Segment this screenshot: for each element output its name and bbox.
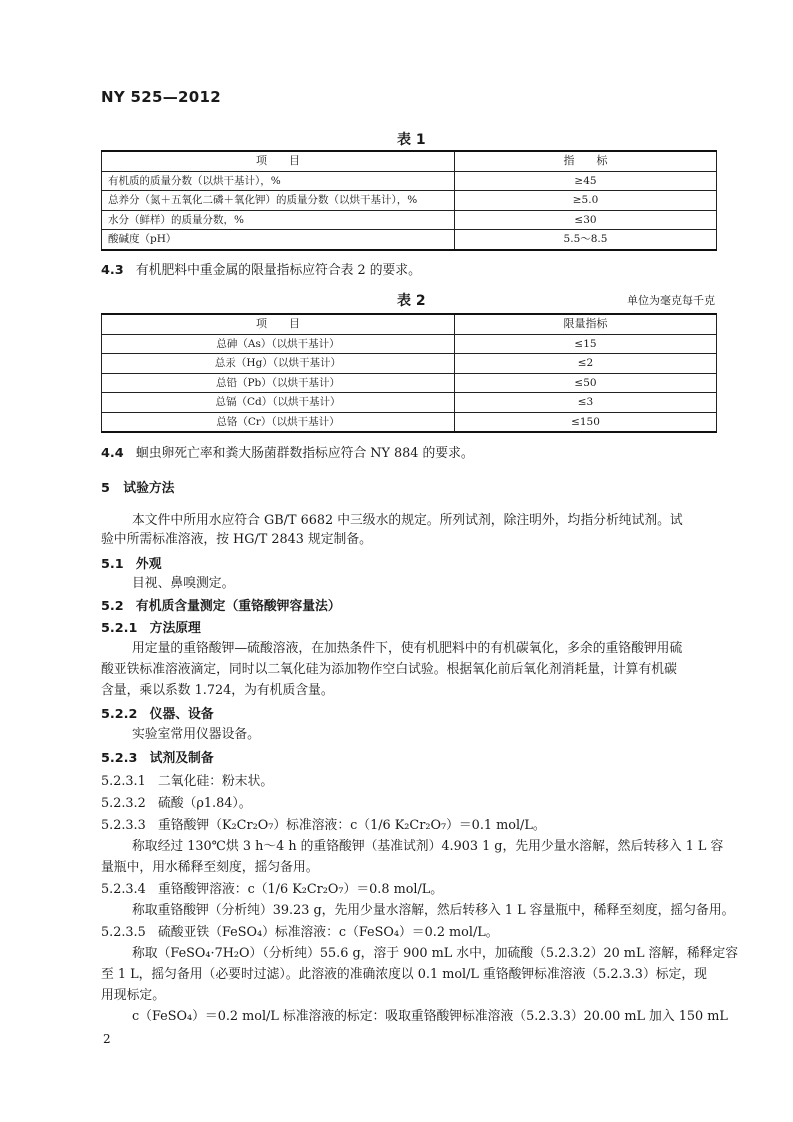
table2-value: ≤3 bbox=[455, 393, 717, 413]
table2-col-item: 项 目 bbox=[102, 314, 455, 334]
section-5-2-1-heading bbox=[101, 620, 721, 638]
section-5-2-3-4 bbox=[101, 881, 721, 899]
section-number: 5.2.3.3 bbox=[101, 818, 146, 833]
table-row bbox=[102, 412, 717, 432]
section-text: 硫酸亚铁（FeSO₄）标准溶液：c（FeSO₄）＝0.2 mol/L。 bbox=[158, 925, 499, 940]
section-4-3 bbox=[101, 262, 721, 280]
section-5-2-2-heading bbox=[101, 706, 721, 724]
section-title: 试剂及制备 bbox=[149, 751, 214, 766]
table1 bbox=[101, 150, 717, 251]
section-number: 5.2.3 bbox=[101, 751, 138, 766]
table2-item: 总铬（Cr）（以烘干基计） bbox=[102, 412, 455, 432]
table1-value: ≤30 bbox=[455, 210, 717, 230]
table1-item: 有机质的质量分数（以烘干基计），% bbox=[102, 171, 455, 191]
paragraph-line: 实验室常用仪器设备。 bbox=[132, 727, 260, 742]
section-5-2-3-heading bbox=[101, 750, 721, 768]
section-number: 5.2.3.2 bbox=[101, 796, 146, 811]
paragraph-line: 验中所需标准溶液，按 HG/T 2843 规定制备。 bbox=[101, 532, 372, 547]
paragraph-line: 含量，乘以系数 1.724，为有机质含量。 bbox=[101, 683, 334, 698]
section-number: 5.2 bbox=[101, 599, 124, 614]
paragraph-line: 用定量的重铬酸钾—硫酸溶液，在加热条件下，使有机肥料中的有机碳氧化，多余的重铬酸钾用硫 bbox=[132, 641, 683, 656]
section-number: 5.2.3.4 bbox=[101, 882, 146, 897]
table1-item: 总养分（氮＋五氧化二磷＋氧化钾）的质量分数（以烘干基计），% bbox=[102, 191, 455, 211]
section-number: 5.2.1 bbox=[101, 621, 138, 636]
page-number: 2 bbox=[103, 1032, 111, 1046]
section-number: 5.2.3.5 bbox=[101, 925, 146, 940]
section-5-2-3-3 bbox=[101, 817, 721, 835]
section-number: 5.1 bbox=[101, 557, 124, 572]
section-5-2-3-1 bbox=[101, 773, 721, 791]
paragraph-line: 本文件中所用水应符合 GB/T 6682 中三级水的规定。所列试剂，除注明外，均指分析纯试剂。试 bbox=[132, 513, 683, 528]
table-row bbox=[102, 354, 717, 374]
section-5-2-3-5 bbox=[101, 924, 721, 942]
paragraph-line: c（FeSO₄）＝0.2 mol/L 标准溶液的标定：吸取重铬酸钾标准溶液（5.2.3.3）20.00 mL 加入 150 mL bbox=[132, 1009, 728, 1024]
section-5-heading bbox=[101, 480, 721, 498]
section-text: 重铬酸钾溶液：c（1/6 K₂Cr₂O₇）＝0.8 mol/L。 bbox=[158, 882, 444, 897]
section-number: 4.3 bbox=[101, 263, 124, 278]
section-number: 5.2.2 bbox=[101, 707, 138, 722]
table2-unit: 单位为毫克每千克 bbox=[627, 294, 715, 307]
table2-item: 总砷（As）（以烘干基计） bbox=[102, 334, 455, 354]
table2 bbox=[101, 313, 717, 433]
table-row bbox=[102, 210, 717, 230]
table-row bbox=[102, 230, 717, 250]
table2-value: ≤15 bbox=[455, 334, 717, 354]
table1-value: ≥5.0 bbox=[455, 191, 717, 211]
section-text: 有机肥料中重金属的限量指标应符合表 2 的要求。 bbox=[135, 263, 421, 278]
table2-value: ≤50 bbox=[455, 373, 717, 393]
table-row bbox=[102, 373, 717, 393]
table1-caption: 表 1 bbox=[397, 132, 426, 148]
table1-col-value: 指 标 bbox=[455, 151, 717, 171]
section-text: 重铬酸钾（K₂Cr₂O₇）标准溶液：c（1/6 K₂Cr₂O₇）＝0.1 mol/L。 bbox=[158, 818, 546, 833]
section-title: 仪器、设备 bbox=[149, 707, 214, 722]
section-5-1-heading bbox=[101, 556, 721, 574]
section-5-2-3-2 bbox=[101, 795, 721, 813]
paragraph-line: 用现标定。 bbox=[101, 988, 165, 1003]
table2-caption: 表 2 bbox=[397, 293, 426, 309]
table2-item: 总汞（Hg）（以烘干基计） bbox=[102, 354, 455, 374]
section-4-4 bbox=[101, 445, 721, 463]
paragraph-line: 至 1 L，摇匀备用（必要时过滤）。此溶液的准确浓度以 0.1 mol/L 重铬酸钾标准溶液（5.2.3.3）标定，现 bbox=[101, 967, 707, 982]
document-id: NY 525—2012 bbox=[101, 88, 221, 106]
section-text: 硫酸（ρ1.84）。 bbox=[158, 796, 252, 811]
section-5-2-heading bbox=[101, 598, 721, 616]
table-row bbox=[102, 393, 717, 413]
section-text: 蛔虫卵死亡率和粪大肠菌群数指标应符合 NY 884 的要求。 bbox=[135, 446, 474, 461]
table1-item: 酸碱度（pH） bbox=[102, 230, 455, 250]
table2-value: ≤150 bbox=[455, 412, 717, 432]
section-number: 4.4 bbox=[101, 446, 124, 461]
table1-value: 5.5～8.5 bbox=[455, 230, 717, 250]
section-text: 二氧化硅：粉末状。 bbox=[158, 774, 274, 789]
paragraph-line: 称取重铬酸钾（分析纯）39.23 g，先用少量水溶解，然后转移入 1 L 容量瓶中，稀释至刻度，摇匀备用。 bbox=[132, 903, 735, 918]
section-title: 外观 bbox=[135, 557, 162, 572]
section-number: 5 bbox=[101, 481, 110, 496]
paragraph-line: 酸亚铁标准溶液滴定，同时以二氧化硅为添加物作空白试验。根据氧化前后氧化剂消耗量，计算有机碳 bbox=[101, 662, 677, 677]
section-number: 5.2.3.1 bbox=[101, 774, 146, 789]
table2-item: 总铅（Pb）（以烘干基计） bbox=[102, 373, 455, 393]
table2-value: ≤2 bbox=[455, 354, 717, 374]
paragraph-line: 称取（FeSO₄·7H₂O）（分析纯）55.6 g，溶于 900 mL 水中，加硫酸（5.2.3.2）20 mL 溶解，稀释定容 bbox=[132, 946, 739, 961]
table1-item: 水分（鲜样）的质量分数，% bbox=[102, 210, 455, 230]
paragraph-line: 量瓶中，用水稀释至刻度，摇匀备用。 bbox=[101, 860, 319, 875]
section-title: 试验方法 bbox=[123, 481, 175, 496]
section-title: 方法原理 bbox=[149, 621, 201, 636]
table2-item: 总镉（Cd）（以烘干基计） bbox=[102, 393, 455, 413]
section-title: 有机质含量测定（重铬酸钾容量法） bbox=[135, 599, 341, 614]
paragraph-line: 目视、鼻嗅测定。 bbox=[132, 576, 235, 591]
table-row bbox=[102, 191, 717, 211]
table2-col-value: 限量指标 bbox=[455, 314, 717, 334]
table1-col-item: 项 目 bbox=[102, 151, 455, 171]
table1-value: ≥45 bbox=[455, 171, 717, 191]
table-row bbox=[102, 334, 717, 354]
table-row bbox=[102, 171, 717, 191]
paragraph-line: 称取经过 130℃烘 3 h～4 h 的重铬酸钾（基准试剂）4.903 1 g，先用少量水溶解，然后转移入 1 L 容 bbox=[132, 839, 724, 854]
